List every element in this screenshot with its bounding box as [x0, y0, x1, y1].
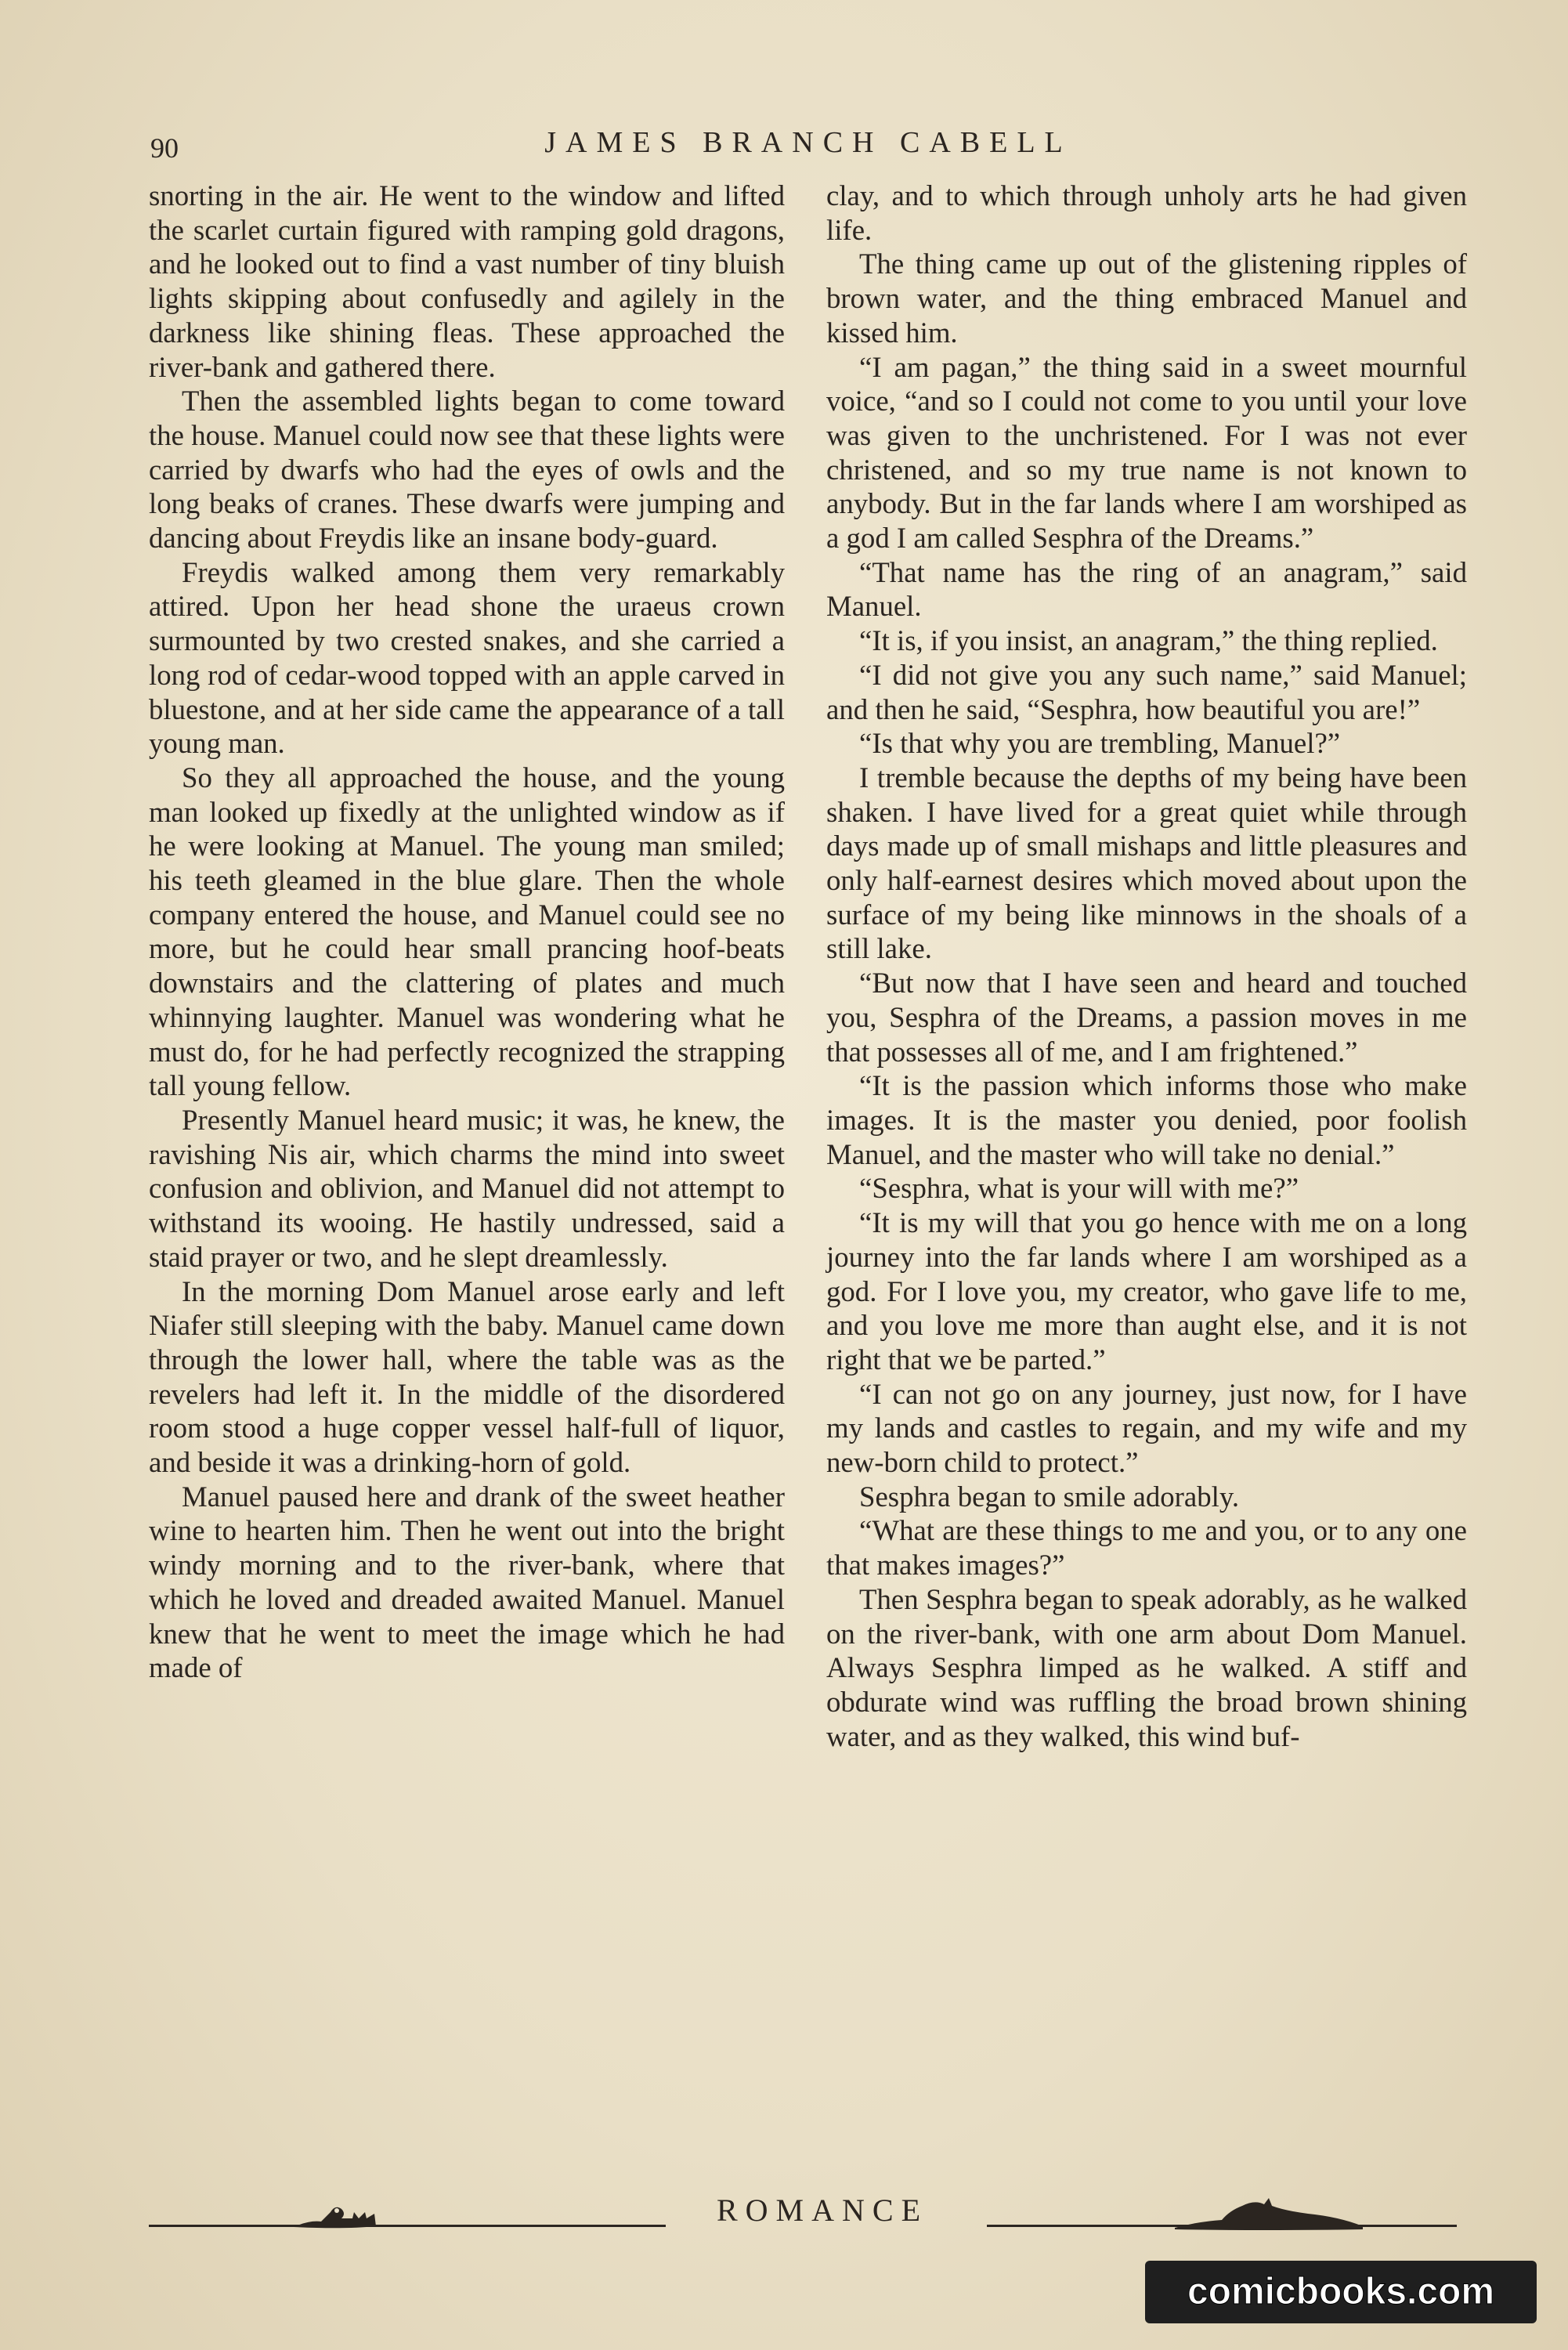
paragraph: Manuel paused here and drank of the sweet heather wine to hearten him. Then he went out into the bright windy morning and to the river-bank, where that which he loved and dreaded awaited Manuel. Manuel knew that he went to meet the image which he had made of: [149, 1480, 785, 1684]
paragraph: Freydis walked among them very remarkably attired. Upon her head shone the uraeus crown surmounted by two crested snakes, and she carried a long rod of cedar-wood topped with an apple carved in bluestone, and at her side came the appearance of a tall young man.: [149, 555, 785, 760]
watermark-text: [1153, 2265, 1529, 2319]
paragraph: clay, and to which through unholy arts he had given life.: [826, 179, 1467, 246]
paragraph: In the morning Dom Manuel arose early and left Niafer still sleeping with the baby. Manuel came down through the lower hall, where the table was as the revelers had left it. In the middle of the disordered room stood a huge copper vessel half-full of liquor, and beside it was a drinking-horn of gold.: [149, 1274, 785, 1479]
paragraph: “It is my will that you go hence with me on a long journey into the far lands where I am worshiped as a god. For I love you, my creator, who gave life to me, and you love me more than aught else, and it is not right that we be parted.”: [826, 1206, 1467, 1376]
paragraph: “It is, if you insist, an anagram,” the thing replied.: [859, 624, 1438, 657]
paragraph: Then Sesphra began to speak adorably, as he walked on the river-bank, with one arm about Dom Manuel. Always Sesphra limped as he walked. A stiff and obdurate wind was ruffling the broad brown shining water, and as they walked, this wind buf-: [826, 1582, 1467, 1752]
paragraph: I tremble because the depths of my being have been shaken. I have lived for a great quiet while through days made up of small mishaps and little pleasures and only half-earnest desires which moved about upon the surface of my being like minnows in the shoals of a still lake.: [826, 761, 1467, 965]
paragraph: “But now that I have seen and heard and touched you, Sesphra of the Dreams, a passion moves in me that possesses all of me, and I am frightened.”: [826, 967, 1467, 1068]
paragraph: snorting in the air. He went to the window and lifted the scarlet curtain figured with ramping gold dragons, and he looked out to find a vast number of tiny bluish lights skipping about confusedly and agilely in the darkness like shining fleas. These approached the river-bank and gathered there.: [149, 179, 785, 383]
paragraph: The thing came up out of the glistening ripples of brown water, and the thing embraced Manuel and kissed him.: [826, 248, 1467, 349]
paragraph: “Sesphra, what is your will with me?”: [859, 1172, 1299, 1205]
footer-rule-left: [149, 2225, 666, 2227]
paragraph: Presently Manuel heard music; it was, he knew, the ravishing Nis air, which charms the mind into sweet confusion and oblivion, and Manuel did not attempt to withstand its wooing. He hastily undressed, said a staid prayer or two, and he slept dreamlessly.: [149, 1103, 785, 1273]
right-column: [826, 179, 1467, 1753]
magazine-name: ROMANCE: [716, 2193, 929, 2228]
paragraph: So they all approached the house, and the young man looked up fixedly at the unlighted window as if he were looking at Manuel. The young man smiled; his teeth gleamed in the blue glare. Then the whole company entered the house, and Manuel could see no more, but he could hear small prancing hoof-beats downstairs and the clattering of plates and much whinnying laughter. Manuel was wondering what he must do, for he had perfectly recognized the strapping tall young fellow.: [149, 761, 785, 1102]
watermark-badge: [1145, 2261, 1537, 2323]
paragraph: “That name has the ring of an anagram,” said Manuel.: [826, 555, 1467, 623]
paragraph: Sesphra began to smile adorably.: [859, 1480, 1240, 1513]
dragon-ornament-icon: [290, 2190, 384, 2233]
paragraph: “Is that why you are trembling, Manuel?”: [859, 727, 1341, 760]
paragraph: “I am pagan,” the thing said in a sweet mournful voice, “and so I could not come to you until your love was given to the unchristened. For I was not ever christened, and so my true name is not known to anybody. But in the far lands where I am worshiped as a god I am called Sesphra of the Dreams.”: [826, 350, 1467, 555]
hound-ornament-icon: [1167, 2187, 1371, 2234]
running-head: JAMES BRANCH CABELL: [544, 126, 1072, 159]
page-header: [150, 125, 1466, 172]
paragraph: “What are these things to me and you, or to any one that makes images?”: [826, 1514, 1467, 1582]
paragraph: “I can not go on any journey, just now, for I have my lands and castles to regain, and my wife and my new-born child to protect.”: [826, 1377, 1467, 1479]
paragraph: “I did not give you any such name,” said Manuel; and then he said, “Sesphra, how beautiful you are!”: [826, 658, 1467, 725]
page-number: 90: [150, 132, 179, 164]
paragraph: Then the assembled lights began to come toward the house. Manuel could now see that these lights were carried by dwarfs who had the eyes of owls and the long beaks of cranes. These dwarfs were jumping and dancing about Freydis like an insane body-guard.: [149, 385, 785, 555]
page-footer: [133, 2184, 1465, 2254]
svg-text:comicbooks.com: comicbooks.com: [1187, 2271, 1495, 2312]
paragraph: “It is the passion which informs those who make images. It is the master you denied, poor foolish Manuel, and the master who will take no denial.”: [826, 1069, 1467, 1170]
left-column: [149, 179, 785, 1685]
